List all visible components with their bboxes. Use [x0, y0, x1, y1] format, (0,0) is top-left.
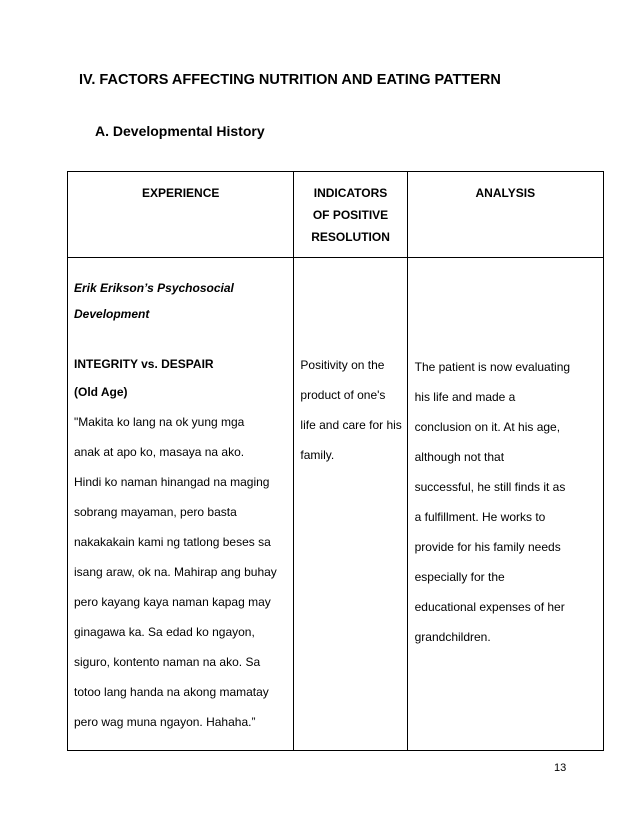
stage-age: (Old Age) [74, 385, 128, 399]
analysis-line: especially for the [414, 570, 505, 584]
theory-heading [74, 275, 287, 327]
analysis-line: his life and made a [414, 390, 516, 404]
quote-line: nakakakain kami ng tatlong beses sa [74, 535, 271, 549]
quote-line: ginagawa ka. Sa edad ko ngayon, [74, 625, 255, 639]
quote-line: pero wag muna ngayon. Hahaha.” [74, 715, 256, 729]
quote-line: anak at apo ko, masaya na ako. [74, 445, 245, 459]
header-indicators-line: RESOLUTION [311, 230, 390, 244]
analysis-cell [407, 258, 603, 751]
developmental-history-table [67, 171, 604, 751]
quote-line: siguro, kontento naman na ako. Sa [74, 655, 261, 669]
analysis-line: a fulfillment. He works to [414, 510, 546, 524]
table-header-row [68, 172, 604, 258]
indicator-line: Positivity on the [300, 358, 385, 372]
theory-heading-line: Erik Erikson’s Psychosocial [74, 281, 234, 295]
quote-line: totoo lang handa na akong mamatay [74, 685, 269, 699]
indicator-line: product of one's [300, 388, 386, 402]
analysis-line: grandchildren. [414, 630, 491, 644]
header-indicators [294, 172, 407, 258]
analysis-line: provide for his family needs [414, 540, 561, 554]
quote-line: sobrang mayaman, pero basta [74, 505, 237, 519]
table-row [68, 258, 604, 751]
header-analysis-label: ANALYSIS [475, 186, 536, 200]
quote-line: Hindi ko naman hinangad na maging [74, 475, 270, 489]
header-analysis [407, 172, 603, 258]
subsection-title: A. Developmental History [95, 123, 265, 139]
indicator-line: family. [300, 448, 335, 462]
indicator-line: life and care for his [300, 418, 402, 432]
indicators-cell [294, 258, 407, 751]
quote-line: pero kayang kaya naman kapag may [74, 595, 271, 609]
experience-cell [68, 258, 294, 751]
header-experience [68, 172, 294, 258]
analysis-line: conclusion on it. At his age, [414, 420, 561, 434]
analysis-line: although not that [414, 450, 505, 464]
header-experience-label: EXPERIENCE [142, 186, 220, 200]
analysis-line: The patient is now evaluating [414, 360, 571, 374]
stage-title: INTEGRITY vs. DESPAIR [74, 357, 214, 371]
section-title: IV. FACTORS AFFECTING NUTRITION AND EATING PATTERN [79, 72, 501, 88]
analysis-line: educational expenses of her [414, 600, 565, 614]
quote-line: isang araw, ok na. Mahirap ang buhay [74, 565, 277, 579]
theory-heading-line: Development [74, 307, 150, 321]
patient-quote [74, 407, 287, 737]
header-indicators-line: INDICATORS [313, 186, 388, 200]
analysis-line: successful, he still finds it as [414, 480, 566, 494]
header-indicators-line: OF POSITIVE [312, 208, 389, 222]
quote-line: "Makita ko lang na ok yung mga [74, 415, 245, 429]
page-number: 13 [554, 762, 567, 774]
